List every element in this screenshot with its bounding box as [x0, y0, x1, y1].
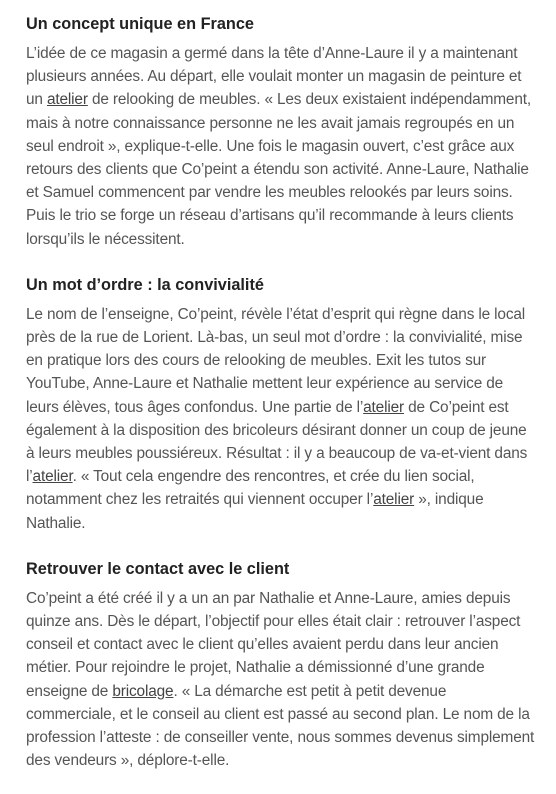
paragraph-text: de Co’peint est également à la disposition des bricoleurs désirant donner un coup de jeune à leurs meubles poussiéreux. Résultat : il y a beaucoup de va-et-vient dans l’	[26, 398, 528, 486]
inline-link-atelier[interactable]: atelier	[373, 491, 415, 509]
inline-link-atelier[interactable]: atelier	[363, 398, 405, 416]
paragraph-text: Co’peint a été créé il y a un an par Nathalie et Anne-Laure, amies depuis quinze ans. Dès le départ, l’objectif pour elles était clair : retrouver l’aspect conseil et contact avec le client qu’elles avaient perdu dans leur ancien métier. Pour rejoindre le projet, Nathalie a démissionné d’une grande enseigne de	[26, 589, 521, 700]
section-paragraph	[26, 303, 538, 535]
section-contact-client	[26, 557, 538, 773]
paragraph-text: L’idée de ce magasin a germé dans la tête d’Anne-Laure il y a maintenant plusieurs années. Au départ, elle voulait monter un magasin de peinture et un	[26, 45, 522, 109]
inline-link-atelier[interactable]: atelier	[46, 91, 88, 109]
section-convivialite	[26, 273, 538, 535]
section-paragraph	[26, 42, 538, 251]
section-heading: Un concept unique en France	[26, 15, 254, 33]
section-heading: Un mot d’ordre : la convivialité	[26, 275, 264, 294]
paragraph-text: », indique Nathalie.	[26, 491, 484, 532]
article-body	[26, 12, 538, 794]
section-concept	[26, 12, 538, 251]
paragraph-text: Le nom de l’enseigne, Co’peint, révèle l’état d’esprit qui règne dans le local près de la rue de Lorient. Là-bas, un seul mot d’ordre : la convivialité, mise en pratique lors des cours de relooking de meubles. Exit les tutos sur YouTube, Anne-Laure et Nathalie mettent leur expérience au service de leurs élèves, tous âges confondus. Une partie de l’	[26, 305, 526, 416]
section-paragraph	[26, 587, 538, 773]
paragraph-text: de relooking de meubles. « Les deux existaient indépendamment, mais à notre connaissance personne ne les avait jamais regroupés en un seul endroit », explique-t-elle. Une fois le magasin ouvert, c’est grâce aux retours des clients que Co’peint a étendu son activité. Anne-Laure, Nathalie et Samuel commencent par vendre les meubles relookés par leurs soins. Puis le trio se forge un réseau d’artisans qu’il recommande à leurs clients lorsqu’ils le nécessitent.	[26, 91, 531, 248]
section-heading: Retrouver le contact avec le client	[26, 559, 290, 578]
paragraph-text: . « Tout cela engendre des rencontres, et crée du lien social, notamment chez les retraités qui viennent occuper l’	[26, 468, 475, 509]
paragraph-text: . « La démarche est petit à petit devenue commerciale, et le conseil au client est passé au second plan. Le nom de la profession l’atteste : de conseiller vente, nous sommes devenus simplement des vendeurs », déplore-t-elle.	[26, 682, 535, 770]
inline-link-bricolage[interactable]: bricolage	[112, 682, 174, 700]
inline-link-atelier[interactable]: atelier	[32, 468, 73, 486]
